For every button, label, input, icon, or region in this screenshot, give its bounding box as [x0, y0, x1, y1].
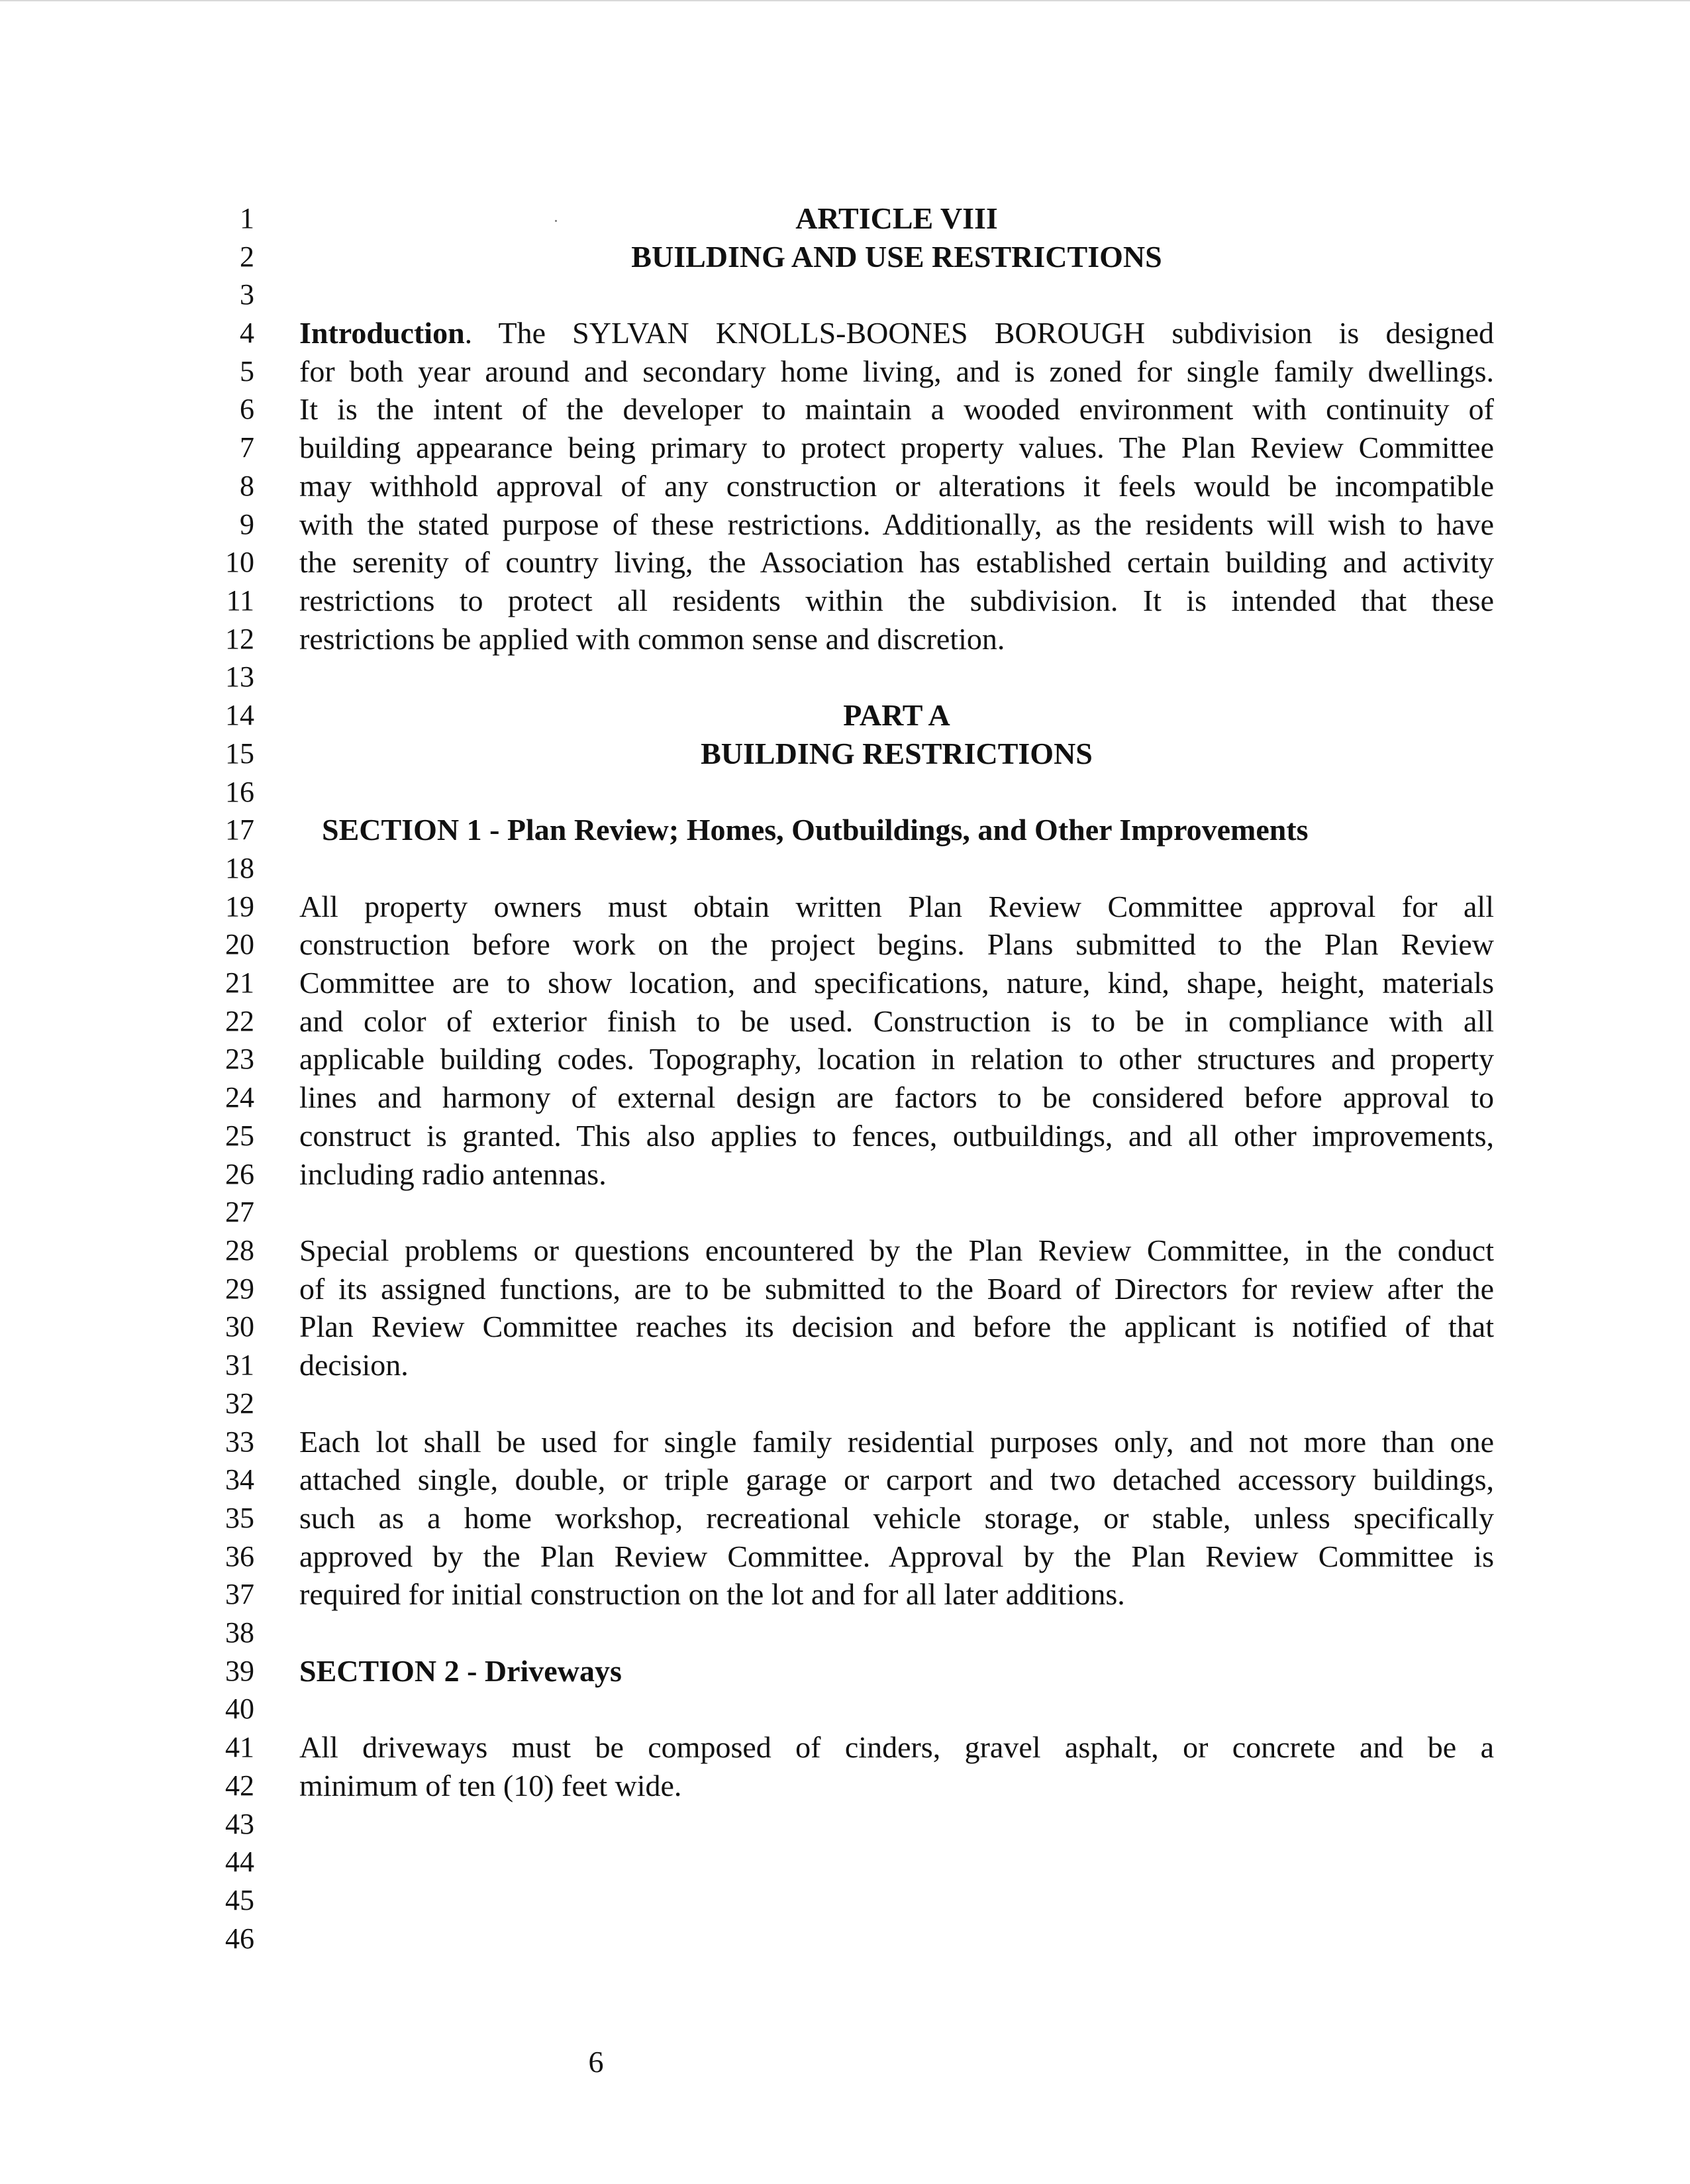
line-number: 13	[225, 660, 254, 693]
line-number: 40	[225, 1692, 254, 1725]
line-number: 28	[225, 1234, 254, 1267]
text-line: Plan Review Committee reaches its decision and before the applicant is notified of that	[299, 1310, 1494, 1343]
text-line: approved by the Plan Review Committee. Approval by the Plan Review Committee is	[299, 1539, 1494, 1573]
line-number: 36	[225, 1540, 254, 1573]
text-line-content: . The SYLVAN KNOLLS-BOONES BOROUGH subdivision is designed	[464, 316, 1494, 350]
line-number: 35	[225, 1502, 254, 1534]
page-number: 6	[588, 2045, 604, 2079]
text-line: the serenity of country living, the Association has established certain building and activity	[299, 545, 1494, 579]
text-line: lines and harmony of external design are factors to be considered before approval to	[299, 1080, 1494, 1114]
line-number: 11	[226, 584, 254, 617]
text-line: attached single, double, or triple garage or carport and two detached accessory buildings,	[299, 1463, 1494, 1496]
text-line: decision.	[299, 1348, 409, 1382]
text-line: such as a home workshop, recreational vehicle storage, or stable, unless specifically	[299, 1501, 1494, 1535]
line-number: 24	[225, 1081, 254, 1114]
article-number: ARTICLE VIII	[795, 201, 998, 235]
text-line: and color of exterior finish to be used. Construction is to be in compliance with all	[299, 1004, 1494, 1038]
line-number: 41	[225, 1731, 254, 1763]
text-line: It is the intent of the developer to maintain a wooded environment with continuity of	[299, 392, 1494, 426]
line-number: 3	[240, 278, 254, 311]
text-line: Special problems or questions encountered by the Plan Review Committee, in the conduct	[299, 1233, 1494, 1267]
text-line: of its assigned functions, are to be submitted to the Board of Directors for review after the	[299, 1272, 1494, 1306]
line-number: 43	[225, 1808, 254, 1840]
line-number: 37	[225, 1578, 254, 1610]
line-number: 1	[240, 202, 254, 234]
text-line: All property owners must obtain written Plan Review Committee approval for all	[299, 890, 1494, 923]
line-number: 45	[225, 1884, 254, 1916]
line-number: 15	[225, 737, 254, 770]
text-line: for both year around and secondary home living, and is zoned for single family dwellings.	[299, 354, 1494, 388]
line-number: 44	[225, 1846, 254, 1878]
line-number: 21	[225, 966, 254, 999]
line-number: 30	[225, 1310, 254, 1343]
line-number: 27	[225, 1196, 254, 1228]
line-number: 20	[225, 928, 254, 961]
line-number: 25	[225, 1119, 254, 1152]
line-number: 17	[225, 813, 254, 846]
text-line: may withhold approval of any construction or alterations it feels would be incompatible	[299, 469, 1494, 503]
line-number: 22	[225, 1005, 254, 1037]
line-number: 12	[225, 623, 254, 655]
line-number: 34	[225, 1463, 254, 1496]
line-number: 5	[240, 355, 254, 388]
text-line: minimum of ten (10) feet wide.	[299, 1769, 682, 1802]
part-label: PART A	[843, 698, 950, 732]
line-number: 14	[225, 699, 254, 731]
line-number: 19	[225, 890, 254, 923]
line-number: 31	[225, 1349, 254, 1381]
text-line: restrictions to protect all residents within the subdivision. It is intended that these	[299, 584, 1494, 617]
line-number: 4	[240, 317, 254, 349]
text-line: building appearance being primary to protect property values. The Plan Review Committee	[299, 431, 1494, 464]
line-number: 42	[225, 1769, 254, 1802]
article-title: BUILDING AND USE RESTRICTIONS	[631, 240, 1162, 274]
text-line	[299, 314, 1494, 352]
line-number: 9	[240, 508, 254, 541]
text-line: including radio antennas.	[299, 1157, 607, 1191]
part-title: BUILDING RESTRICTIONS	[701, 737, 1093, 770]
line-number: 18	[225, 852, 254, 884]
line-number: 38	[225, 1616, 254, 1649]
text-line: restrictions be applied with common sense and discretion.	[299, 622, 1005, 656]
line-number: 39	[225, 1655, 254, 1687]
text-line: Each lot shall be used for single family residential purposes only, and not more than one	[299, 1425, 1494, 1459]
text-line: construction before work on the project begins. Plans submitted to the Plan Review	[299, 927, 1494, 961]
text-line: construct is granted. This also applies to fences, outbuildings, and all other improvements,	[299, 1119, 1494, 1153]
line-number: 33	[225, 1426, 254, 1458]
line-number: 2	[240, 240, 254, 273]
line-number: 10	[225, 546, 254, 578]
text-line: with the stated purpose of these restrictions. Additionally, as the residents will wish to have	[299, 507, 1494, 541]
line-number: 8	[240, 470, 254, 502]
text-line: Committee are to show location, and specifications, nature, kind, shape, height, materials	[299, 966, 1494, 1000]
line-number: 7	[240, 431, 254, 464]
line-number: 23	[225, 1043, 254, 1075]
line-number: 32	[225, 1387, 254, 1420]
line-number: 46	[225, 1922, 254, 1955]
line-number: 29	[225, 1273, 254, 1305]
scan-top-edge	[0, 0, 1690, 1]
text-line: All driveways must be composed of cinders, gravel asphalt, or concrete and be a	[299, 1730, 1494, 1764]
section-1-heading: SECTION 1 - Plan Review; Homes, Outbuildings, and Other Improvements	[322, 813, 1309, 847]
text-line: applicable building codes. Topography, location in relation to other structures and property	[299, 1042, 1494, 1076]
line-number: 26	[225, 1158, 254, 1190]
line-number: 6	[240, 393, 254, 425]
text-line: required for initial construction on the lot and for all later additions.	[299, 1577, 1125, 1611]
section-2-heading: SECTION 2 - Driveways	[299, 1654, 622, 1688]
line-number: 16	[225, 776, 254, 808]
introduction-heading: Introduction	[299, 316, 465, 350]
